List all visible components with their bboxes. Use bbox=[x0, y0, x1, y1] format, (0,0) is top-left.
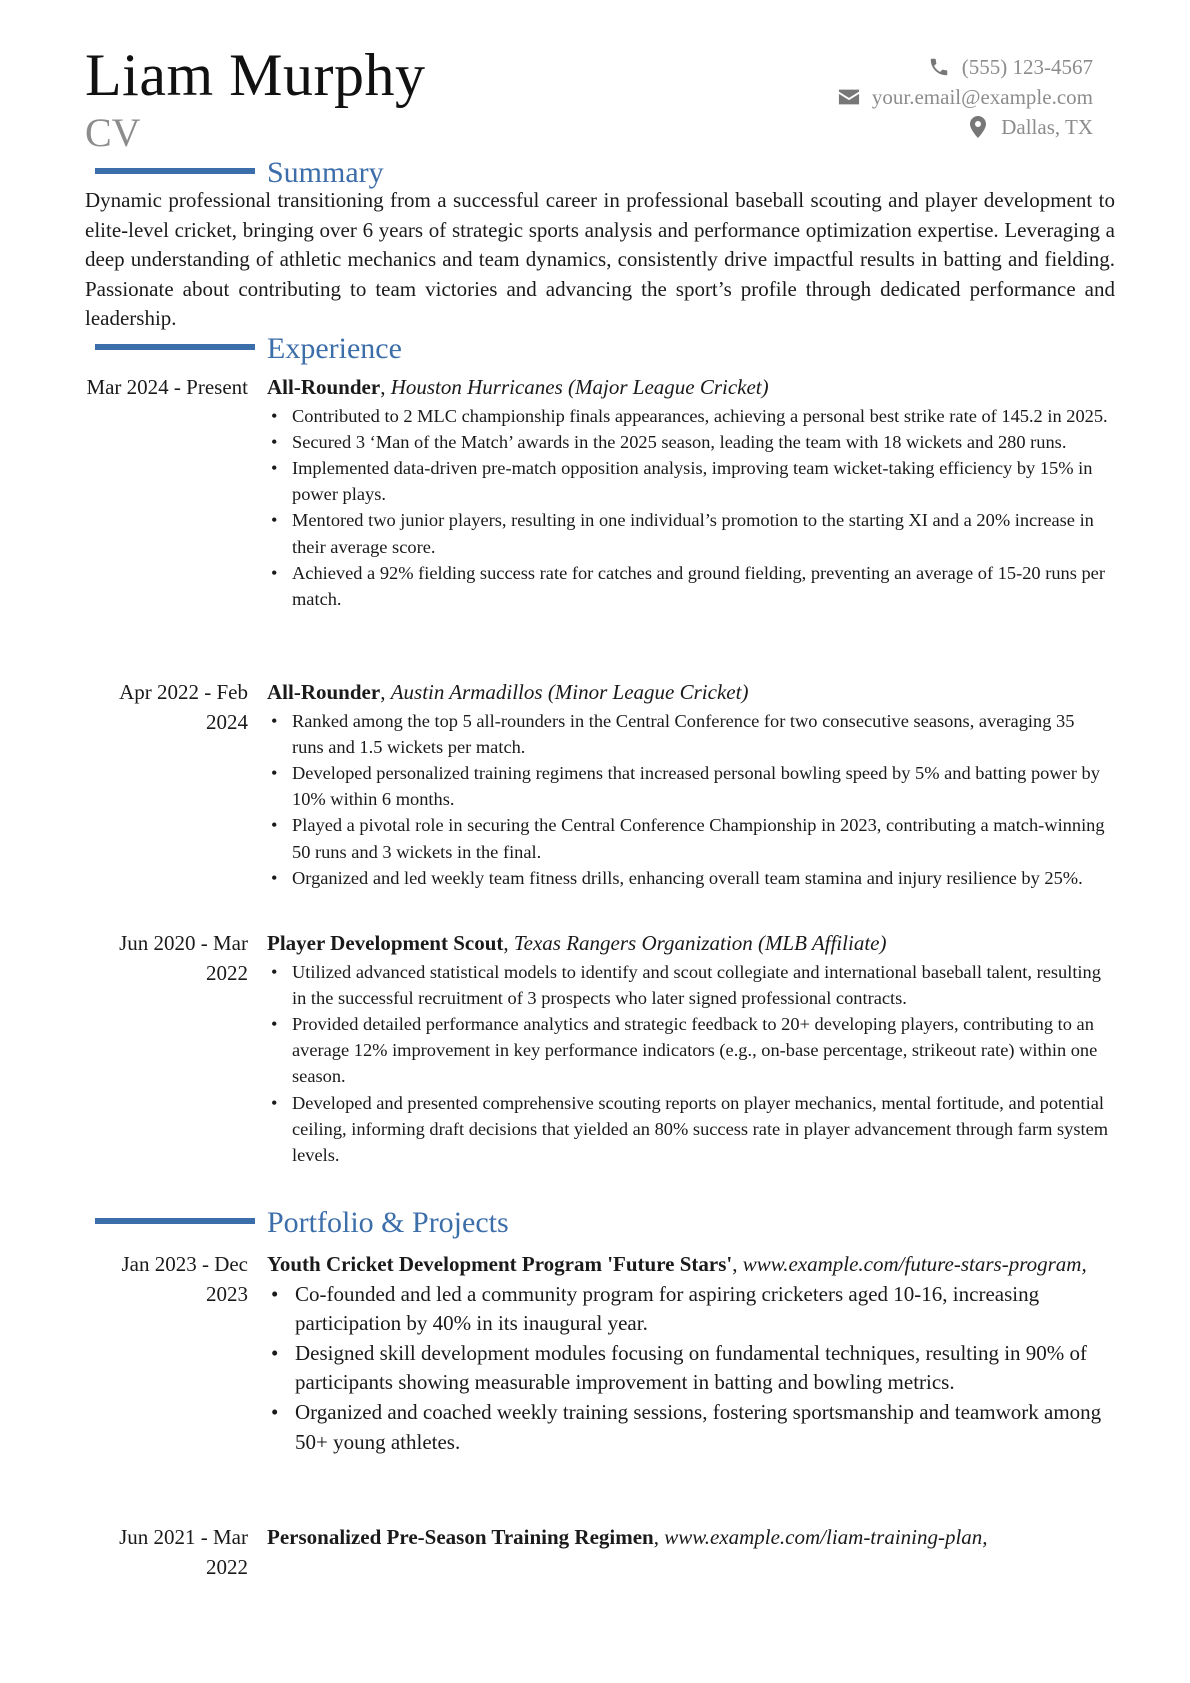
section-title: Summary bbox=[267, 156, 384, 189]
document-subtitle: CV bbox=[85, 110, 141, 155]
envelope-icon bbox=[836, 86, 862, 108]
section-accent-bar bbox=[95, 1218, 255, 1224]
entry-bullet-list bbox=[267, 1280, 1110, 1458]
project-name: Personalized Pre-Season Training Regimen bbox=[267, 1525, 654, 1549]
project-url[interactable]: www.example.com/liam-training-plan, bbox=[664, 1525, 988, 1549]
entry-role: All-Rounder bbox=[267, 680, 381, 704]
contact-email: your.email@example.com bbox=[871, 85, 1093, 109]
entry-date: Apr 2022 - Feb 2024 bbox=[119, 680, 248, 734]
project-url[interactable]: www.example.com/future-stars-program, bbox=[742, 1252, 1087, 1276]
phone-icon bbox=[926, 56, 952, 78]
bullet-item: • Played a pivotal role in securing the Central Conference Championship in 2023, contributing a match-winning 50 runs and 3 wickets in the final. bbox=[267, 812, 1110, 864]
contact-block bbox=[836, 52, 1093, 142]
bullet-item: • Secured 3 ‘Man of the Match’ awards in the 2025 season, leading the team with 18 wickets and 280 runs. bbox=[267, 429, 1110, 455]
entry-bullet-list bbox=[267, 708, 1110, 891]
bullet-item: • Developed personalized training regimens that increased personal bowling speed by 5% and batting power by 10% within 6 months. bbox=[267, 760, 1110, 812]
bullet-item: • Developed and presented comprehensive scouting reports on player mechanics, mental fortitude, and potential ceiling, informing draft decisions that yielded an 80% success rate in player advancement through farm system levels. bbox=[267, 1090, 1110, 1169]
entry-organization: Texas Rangers Organization (MLB Affiliate) bbox=[513, 931, 887, 955]
entry-body bbox=[267, 373, 1110, 612]
entry-bullet-list bbox=[267, 959, 1110, 1169]
entry-date: Jan 2023 - Dec 2023 bbox=[121, 1252, 248, 1306]
contact-location-row bbox=[836, 112, 1093, 142]
bullet-item: • Utilized advanced statistical models to identify and scout collegiate and international baseball talent, resulting in the successful recruitment of 3 prospects who later signed professional contracts. bbox=[267, 959, 1110, 1011]
entry-headline: All-Rounder, Houston Hurricanes (Major League Cricket) bbox=[267, 375, 769, 399]
bullet-item: • Mentored two junior players, resulting in one individual’s promotion to the starting XI and a 20% increase in their average score. bbox=[267, 507, 1110, 559]
section-heading-experience bbox=[95, 331, 1095, 367]
bullet-item: • Ranked among the top 5 all-rounders in the Central Conference for two consecutive seasons, averaging 35 runs and 1.5 wickets per match. bbox=[267, 708, 1110, 760]
summary-paragraph: Dynamic professional transitioning from a successful career in professional baseball scouting and player development to elite-level cricket, bringing over 6 years of strategic sports analysis and performance optimization expertise. Leveraging a deep understanding of athletic mechanics and team dynamics, consistently drive impactful results in batting and fielding. Passionate about contributing to team victories and advancing the sport’s profile through dedicated performance and leadership. bbox=[85, 188, 1115, 331]
section-accent-bar bbox=[95, 168, 255, 174]
entry-role: Player Development Scout bbox=[267, 931, 504, 955]
section-accent-bar bbox=[95, 344, 255, 350]
entry-date: Mar 2024 - Present bbox=[86, 375, 248, 399]
section-heading-projects bbox=[95, 1205, 1095, 1241]
section-title: Experience bbox=[267, 332, 402, 365]
bullet-item: • Achieved a 92% fielding success rate for catches and ground fielding, preventing an average of 15-20 runs per match. bbox=[267, 560, 1110, 612]
bullet-item: • Organized and led weekly team fitness drills, enhancing overall team stamina and injury resilience by 25%. bbox=[267, 865, 1110, 891]
entry-date: Jun 2021 - Mar 2022 bbox=[119, 1525, 248, 1579]
project-name: Youth Cricket Development Program 'Future Stars' bbox=[267, 1252, 733, 1276]
entry-headline: Youth Cricket Development Program 'Future Stars', www.example.com/future-stars-program, bbox=[267, 1252, 1087, 1276]
entry-bullet-list bbox=[267, 403, 1110, 613]
entry-body bbox=[267, 929, 1110, 1168]
map-marker-icon bbox=[965, 116, 991, 138]
entry-body bbox=[267, 1523, 1110, 1553]
entry-role: All-Rounder bbox=[267, 375, 381, 399]
candidate-name: Liam Murphy bbox=[85, 42, 426, 108]
entry-organization: Austin Armadillos (Minor League Cricket) bbox=[390, 680, 749, 704]
entry-body bbox=[267, 1250, 1110, 1457]
bullet-item: • Implemented data-driven pre-match opposition analysis, improving team wicket-taking efficiency by 15% in power plays. bbox=[267, 455, 1110, 507]
entry-headline: Personalized Pre-Season Training Regimen, www.example.com/liam-training-plan, bbox=[267, 1525, 988, 1549]
entry-headline: Player Development Scout, Texas Rangers Organization (MLB Affiliate) bbox=[267, 931, 887, 955]
entry-body bbox=[267, 678, 1110, 891]
contact-email-row[interactable] bbox=[836, 82, 1093, 112]
bullet-item: • Designed skill development modules focusing on fundamental techniques, resulting in 90% of participants showing measurable improvement in batting and bowling metrics. bbox=[267, 1339, 1110, 1398]
contact-phone: (555) 123-4567 bbox=[961, 55, 1093, 79]
section-title: Portfolio & Projects bbox=[267, 1206, 509, 1239]
entry-date: Jun 2020 - Mar 2022 bbox=[119, 931, 248, 985]
bullet-item: • Co-founded and led a community program for aspiring cricketers aged 10-16, increasing participation by 40% in its inaugural year. bbox=[267, 1280, 1110, 1339]
bullet-item: • Contributed to 2 MLC championship finals appearances, achieving a personal best strike rate of 145.2 in 2025. bbox=[267, 403, 1110, 429]
bullet-item: • Provided detailed performance analytics and strategic feedback to 20+ developing players, contributing to an average 12% improvement in key performance indicators (e.g., on-base percentage, strikeout rate) within one season. bbox=[267, 1011, 1110, 1090]
entry-organization: Houston Hurricanes (Major League Cricket) bbox=[390, 375, 769, 399]
bullet-item: • Organized and coached weekly training sessions, fostering sportsmanship and teamwork among 50+ young athletes. bbox=[267, 1398, 1110, 1457]
contact-phone-row[interactable] bbox=[836, 52, 1093, 82]
contact-location: Dallas, TX bbox=[1001, 115, 1093, 139]
entry-headline: All-Rounder, Austin Armadillos (Minor League Cricket) bbox=[267, 680, 749, 704]
